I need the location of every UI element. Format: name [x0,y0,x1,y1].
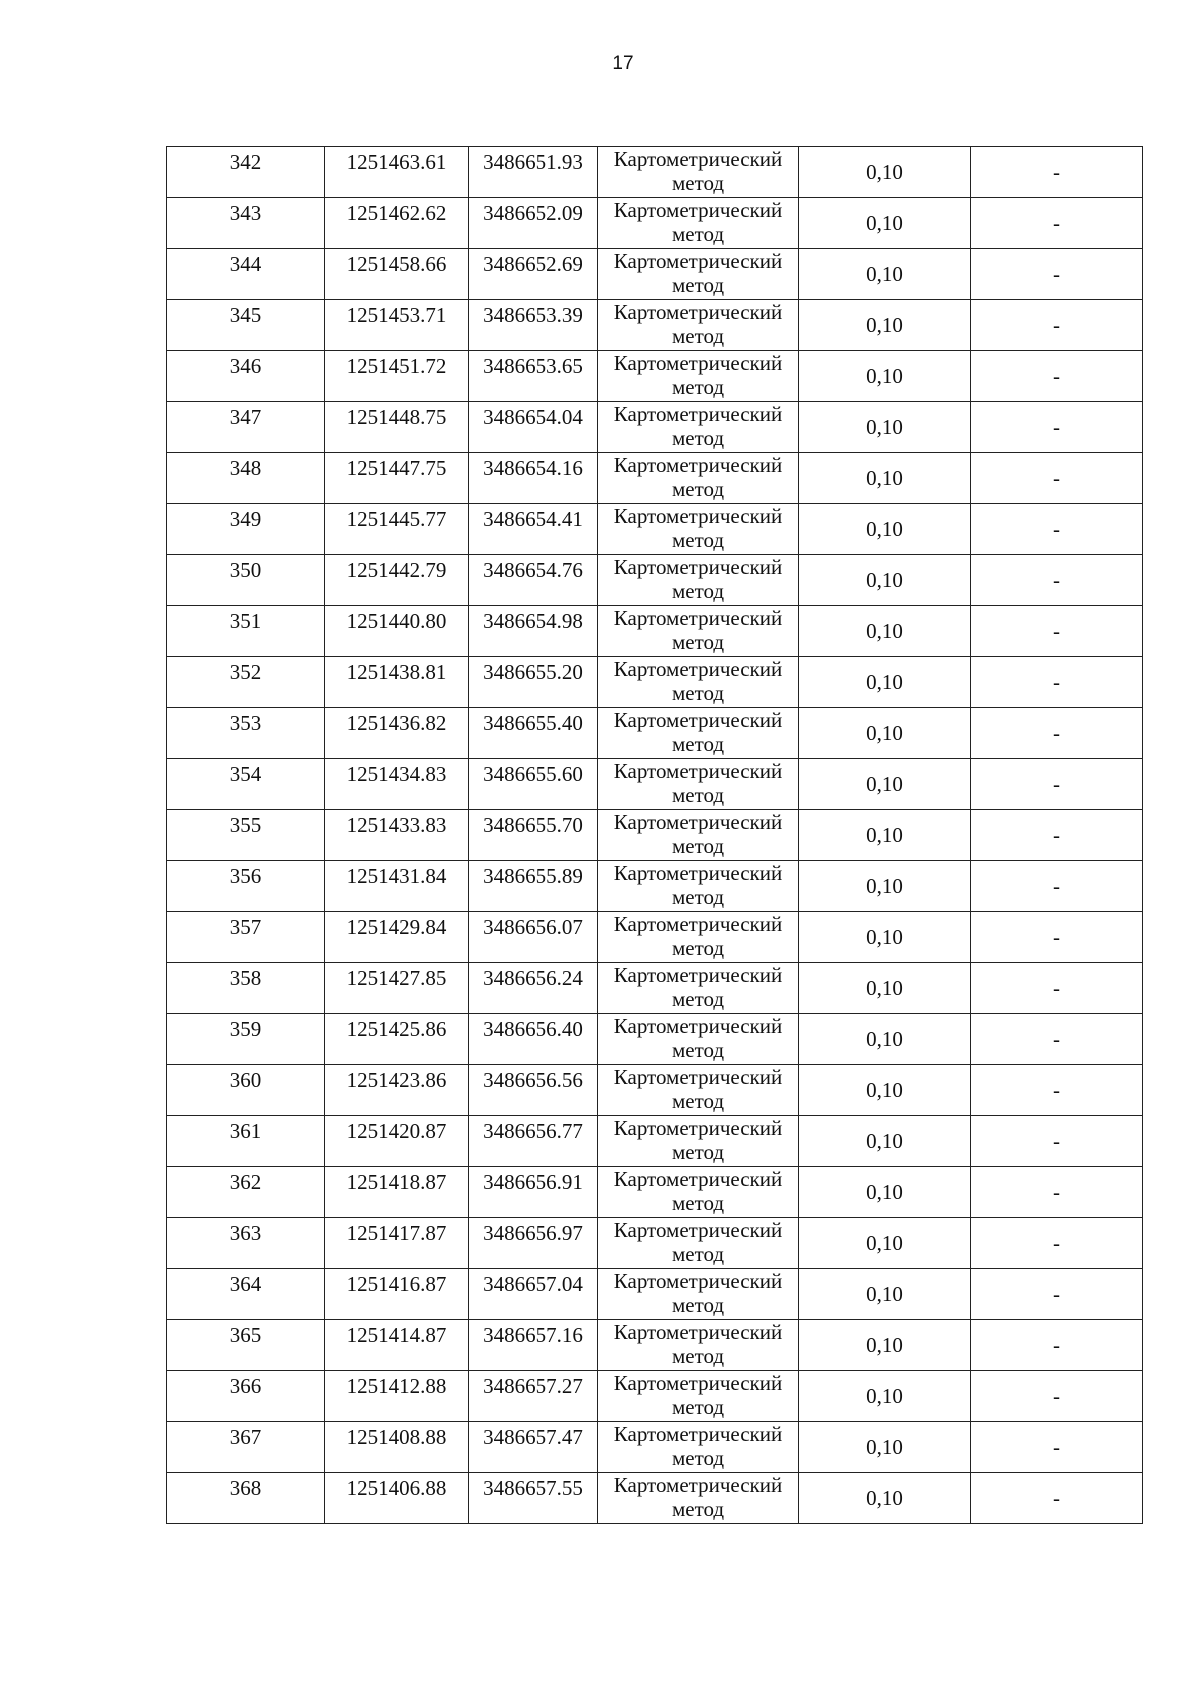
accuracy-cell: 0,10 [799,1116,971,1167]
method-line-2: метод [671,987,725,1011]
accuracy-cell: 0,10 [799,606,971,657]
method-cell [598,351,799,402]
method-cell [598,504,799,555]
x-coordinate-cell: 1251423.86 [325,1065,469,1116]
method-cell [598,861,799,912]
point-number-cell: 353 [167,708,325,759]
point-number-cell: 347 [167,402,325,453]
point-number-cell: 357 [167,912,325,963]
x-coordinate-cell: 1251416.87 [325,1269,469,1320]
y-coordinate-cell: 3486655.20 [469,657,598,708]
point-number-cell: 354 [167,759,325,810]
table-row [167,759,1143,810]
method-line-1: Картометрический [613,453,783,477]
y-coordinate-cell: 3486657.47 [469,1422,598,1473]
method-cell [598,1116,799,1167]
point-number-cell: 355 [167,810,325,861]
table-row [167,963,1143,1014]
note-cell: - [971,300,1143,351]
x-coordinate-cell: 1251420.87 [325,1116,469,1167]
method-line-2: метод [671,222,725,246]
point-number-cell: 361 [167,1116,325,1167]
accuracy-cell: 0,10 [799,1167,971,1218]
y-coordinate-cell: 3486655.40 [469,708,598,759]
method-line-1: Картометрический [613,912,783,936]
table-row [167,657,1143,708]
note-cell: - [971,1473,1143,1524]
page-number: 17 [612,53,634,74]
method-cell [598,453,799,504]
accuracy-cell: 0,10 [799,1422,971,1473]
method-line-2: метод [671,1038,725,1062]
accuracy-cell: 0,10 [799,1473,971,1524]
table-row [167,402,1143,453]
note-cell: - [971,555,1143,606]
method-line-2: метод [671,528,725,552]
x-coordinate-cell: 1251431.84 [325,861,469,912]
method-line-1: Картометрический [613,1167,783,1191]
point-number-cell: 368 [167,1473,325,1524]
method-cell [598,963,799,1014]
table-row [167,1473,1143,1524]
method-line-1: Картометрический [613,1218,783,1242]
note-cell: - [971,963,1143,1014]
x-coordinate-cell: 1251448.75 [325,402,469,453]
accuracy-cell: 0,10 [799,657,971,708]
accuracy-cell: 0,10 [799,1320,971,1371]
point-number-cell: 346 [167,351,325,402]
method-line-2: метод [671,1497,725,1521]
accuracy-cell: 0,10 [799,1218,971,1269]
accuracy-cell: 0,10 [799,351,971,402]
point-number-cell: 356 [167,861,325,912]
y-coordinate-cell: 3486656.56 [469,1065,598,1116]
method-line-2: метод [671,834,725,858]
table-row [167,1218,1143,1269]
table-row [167,555,1143,606]
note-cell: - [971,504,1143,555]
method-cell [598,249,799,300]
method-line-2: метод [671,1395,725,1419]
accuracy-cell: 0,10 [799,198,971,249]
table-row [167,504,1143,555]
method-line-2: метод [671,1446,725,1470]
note-cell: - [971,657,1143,708]
y-coordinate-cell: 3486657.55 [469,1473,598,1524]
x-coordinate-cell: 1251451.72 [325,351,469,402]
y-coordinate-cell: 3486657.27 [469,1371,598,1422]
note-cell: - [971,1014,1143,1065]
note-cell: - [971,606,1143,657]
point-number-cell: 350 [167,555,325,606]
method-line-2: метод [671,681,725,705]
method-line-2: метод [671,579,725,603]
method-cell [598,810,799,861]
table-row [167,861,1143,912]
y-coordinate-cell: 3486657.04 [469,1269,598,1320]
accuracy-cell: 0,10 [799,963,971,1014]
x-coordinate-cell: 1251438.81 [325,657,469,708]
note-cell: - [971,1269,1143,1320]
method-line-1: Картометрический [613,555,783,579]
method-cell [598,606,799,657]
method-line-1: Картометрический [613,1422,783,1446]
method-line-1: Картометрический [613,759,783,783]
method-cell [598,402,799,453]
x-coordinate-cell: 1251453.71 [325,300,469,351]
table-row [167,147,1143,198]
accuracy-cell: 0,10 [799,1065,971,1116]
method-line-2: метод [671,324,725,348]
y-coordinate-cell: 3486655.70 [469,810,598,861]
x-coordinate-cell: 1251425.86 [325,1014,469,1065]
accuracy-cell: 0,10 [799,810,971,861]
note-cell: - [971,1116,1143,1167]
point-number-cell: 367 [167,1422,325,1473]
y-coordinate-cell: 3486656.77 [469,1116,598,1167]
x-coordinate-cell: 1251408.88 [325,1422,469,1473]
table-row [167,606,1143,657]
method-line-1: Картометрический [613,861,783,885]
point-number-cell: 364 [167,1269,325,1320]
method-cell [598,759,799,810]
table-row [167,1065,1143,1116]
table-row [167,453,1143,504]
method-line-1: Картометрический [613,1473,783,1497]
coordinates-table [166,146,1143,1524]
method-line-2: метод [671,1089,725,1113]
method-cell [598,1422,799,1473]
note-cell: - [971,708,1143,759]
method-line-1: Картометрический [613,606,783,630]
y-coordinate-cell: 3486654.98 [469,606,598,657]
table-row [167,300,1143,351]
note-cell: - [971,1422,1143,1473]
point-number-cell: 358 [167,963,325,1014]
method-line-1: Картометрический [613,810,783,834]
method-cell [598,1473,799,1524]
coordinates-table-body [167,147,1143,1524]
method-line-1: Картометрический [613,402,783,426]
y-coordinate-cell: 3486656.07 [469,912,598,963]
table-row [167,1422,1143,1473]
point-number-cell: 342 [167,147,325,198]
accuracy-cell: 0,10 [799,1014,971,1065]
point-number-cell: 344 [167,249,325,300]
method-line-1: Картометрический [613,657,783,681]
x-coordinate-cell: 1251463.61 [325,147,469,198]
table-row [167,810,1143,861]
point-number-cell: 348 [167,453,325,504]
note-cell: - [971,1320,1143,1371]
y-coordinate-cell: 3486654.76 [469,555,598,606]
accuracy-cell: 0,10 [799,759,971,810]
method-line-2: метод [671,732,725,756]
note-cell: - [971,861,1143,912]
note-cell: - [971,1065,1143,1116]
method-cell [598,1218,799,1269]
x-coordinate-cell: 1251412.88 [325,1371,469,1422]
x-coordinate-cell: 1251433.83 [325,810,469,861]
method-cell [598,1320,799,1371]
method-line-2: метод [671,1191,725,1215]
x-coordinate-cell: 1251434.83 [325,759,469,810]
method-cell [598,1014,799,1065]
y-coordinate-cell: 3486656.97 [469,1218,598,1269]
point-number-cell: 343 [167,198,325,249]
y-coordinate-cell: 3486656.24 [469,963,598,1014]
point-number-cell: 366 [167,1371,325,1422]
note-cell: - [971,810,1143,861]
method-line-2: метод [671,936,725,960]
x-coordinate-cell: 1251440.80 [325,606,469,657]
accuracy-cell: 0,10 [799,555,971,606]
method-line-2: метод [671,1344,725,1368]
note-cell: - [971,351,1143,402]
accuracy-cell: 0,10 [799,708,971,759]
method-line-2: метод [671,1140,725,1164]
method-line-2: метод [671,630,725,654]
accuracy-cell: 0,10 [799,1371,971,1422]
accuracy-cell: 0,10 [799,912,971,963]
point-number-cell: 359 [167,1014,325,1065]
method-line-2: метод [671,885,725,909]
table-row [167,1014,1143,1065]
method-line-1: Картометрический [613,1014,783,1038]
method-line-2: метод [671,426,725,450]
method-cell [598,1065,799,1116]
point-number-cell: 351 [167,606,325,657]
x-coordinate-cell: 1251436.82 [325,708,469,759]
note-cell: - [971,198,1143,249]
y-coordinate-cell: 3486654.41 [469,504,598,555]
table-row [167,198,1143,249]
y-coordinate-cell: 3486655.89 [469,861,598,912]
method-cell [598,657,799,708]
y-coordinate-cell: 3486651.93 [469,147,598,198]
x-coordinate-cell: 1251429.84 [325,912,469,963]
point-number-cell: 352 [167,657,325,708]
y-coordinate-cell: 3486657.16 [469,1320,598,1371]
note-cell: - [971,249,1143,300]
method-line-2: метод [671,1242,725,1266]
y-coordinate-cell: 3486653.65 [469,351,598,402]
table-row [167,1269,1143,1320]
method-cell [598,1371,799,1422]
table-row [167,708,1143,759]
x-coordinate-cell: 1251442.79 [325,555,469,606]
method-line-2: метод [671,477,725,501]
method-line-1: Картометрический [613,1320,783,1344]
method-line-1: Картометрический [613,198,783,222]
x-coordinate-cell: 1251414.87 [325,1320,469,1371]
method-line-1: Картометрический [613,351,783,375]
note-cell: - [971,1167,1143,1218]
y-coordinate-cell: 3486654.04 [469,402,598,453]
note-cell: - [971,453,1143,504]
y-coordinate-cell: 3486652.09 [469,198,598,249]
method-line-2: метод [671,783,725,807]
method-cell [598,147,799,198]
method-line-2: метод [671,171,725,195]
note-cell: - [971,402,1143,453]
method-cell [598,300,799,351]
x-coordinate-cell: 1251406.88 [325,1473,469,1524]
method-cell [598,912,799,963]
method-line-1: Картометрический [613,1116,783,1140]
accuracy-cell: 0,10 [799,1269,971,1320]
note-cell: - [971,1371,1143,1422]
point-number-cell: 363 [167,1218,325,1269]
method-cell [598,1269,799,1320]
x-coordinate-cell: 1251447.75 [325,453,469,504]
table-row [167,249,1143,300]
table-row [167,912,1143,963]
y-coordinate-cell: 3486655.60 [469,759,598,810]
y-coordinate-cell: 3486653.39 [469,300,598,351]
table-row [167,1167,1143,1218]
x-coordinate-cell: 1251445.77 [325,504,469,555]
method-line-1: Картометрический [613,300,783,324]
method-line-1: Картометрический [613,147,783,171]
x-coordinate-cell: 1251462.62 [325,198,469,249]
method-line-1: Картометрический [613,1269,783,1293]
y-coordinate-cell: 3486652.69 [469,249,598,300]
method-line-2: метод [671,273,725,297]
note-cell: - [971,1218,1143,1269]
accuracy-cell: 0,10 [799,300,971,351]
method-cell [598,198,799,249]
method-line-1: Картометрический [613,1371,783,1395]
method-line-2: метод [671,375,725,399]
point-number-cell: 362 [167,1167,325,1218]
x-coordinate-cell: 1251418.87 [325,1167,469,1218]
method-line-1: Картометрический [613,708,783,732]
method-line-1: Картометрический [613,504,783,528]
point-number-cell: 345 [167,300,325,351]
accuracy-cell: 0,10 [799,504,971,555]
method-line-2: метод [671,1293,725,1317]
y-coordinate-cell: 3486656.40 [469,1014,598,1065]
x-coordinate-cell: 1251427.85 [325,963,469,1014]
note-cell: - [971,147,1143,198]
table-row [167,1371,1143,1422]
method-line-1: Картометрический [613,1065,783,1089]
y-coordinate-cell: 3486656.91 [469,1167,598,1218]
accuracy-cell: 0,10 [799,453,971,504]
method-line-1: Картометрический [613,249,783,273]
table-row [167,351,1143,402]
table-row [167,1116,1143,1167]
accuracy-cell: 0,10 [799,147,971,198]
y-coordinate-cell: 3486654.16 [469,453,598,504]
x-coordinate-cell: 1251417.87 [325,1218,469,1269]
accuracy-cell: 0,10 [799,861,971,912]
note-cell: - [971,912,1143,963]
x-coordinate-cell: 1251458.66 [325,249,469,300]
method-cell [598,1167,799,1218]
point-number-cell: 360 [167,1065,325,1116]
note-cell: - [971,759,1143,810]
method-cell [598,708,799,759]
point-number-cell: 349 [167,504,325,555]
accuracy-cell: 0,10 [799,402,971,453]
table-row [167,1320,1143,1371]
method-cell [598,555,799,606]
point-number-cell: 365 [167,1320,325,1371]
method-line-1: Картометрический [613,963,783,987]
accuracy-cell: 0,10 [799,249,971,300]
